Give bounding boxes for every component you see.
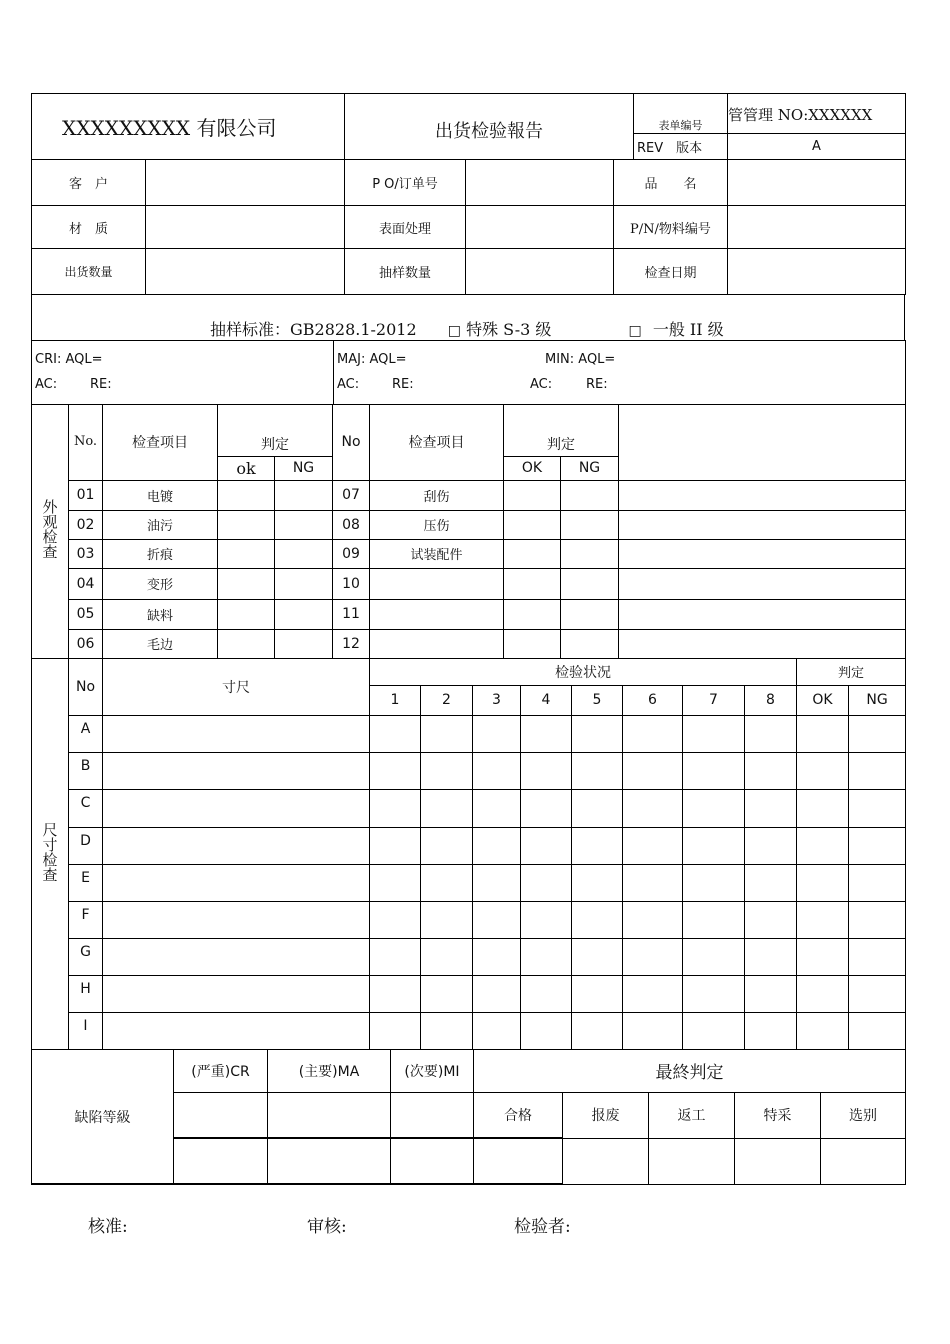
dim-cell[interactable] (572, 975, 623, 1012)
table-row (32, 901, 906, 938)
dim-cell[interactable] (683, 715, 745, 752)
dim-cell[interactable] (521, 827, 572, 864)
app-row-item: 油污 (103, 510, 218, 539)
dim-cell[interactable] (745, 715, 797, 752)
cr-count-field[interactable] (174, 1092, 268, 1138)
dim-cell[interactable] (421, 827, 473, 864)
dim-cell[interactable] (797, 975, 849, 1012)
app-row-item: 电镀 (103, 480, 218, 510)
dim-cell[interactable] (849, 938, 906, 975)
cr-extra-field[interactable] (174, 1138, 268, 1184)
dim-row-label: E (69, 864, 103, 901)
dim-cell[interactable] (370, 901, 421, 938)
dim-row-label: H (69, 975, 103, 1012)
dim-cell[interactable] (521, 901, 572, 938)
dim-cell[interactable] (849, 752, 906, 789)
dim-row-size-field[interactable] (103, 827, 370, 864)
product-label: 品 名 (614, 160, 728, 206)
pass-extra-field[interactable] (474, 1138, 563, 1184)
app-no-header-left: No. (69, 404, 103, 480)
sample-qty-label: 抽样数量 (345, 249, 466, 295)
dim-cell[interactable] (473, 901, 521, 938)
dim-cell[interactable] (421, 715, 473, 752)
dim-cell[interactable] (623, 864, 683, 901)
dim-cell[interactable] (797, 752, 849, 789)
dim-row-size-field[interactable] (103, 715, 370, 752)
table-row (32, 975, 906, 1012)
dim-cell[interactable] (849, 827, 906, 864)
dim-cell[interactable] (521, 938, 572, 975)
dim-cell[interactable] (421, 789, 473, 827)
defect-cr: (严重)CR (174, 1050, 268, 1092)
dim-cell[interactable] (370, 975, 421, 1012)
app-ng-left: NG (275, 456, 333, 480)
dim-cell[interactable] (849, 864, 906, 901)
dim-cell[interactable] (849, 789, 906, 827)
dim-row-size-field[interactable] (103, 789, 370, 827)
app-row-ok2[interactable] (504, 629, 561, 658)
inspect-date-field[interactable] (728, 249, 906, 295)
dim-row-size-field[interactable] (103, 864, 370, 901)
dim-cell[interactable] (745, 864, 797, 901)
dim-cell[interactable] (623, 1012, 683, 1049)
dim-cell[interactable] (370, 752, 421, 789)
app-row-item2 (370, 599, 504, 629)
table-row (32, 510, 906, 539)
dim-size-header: 寸尺 (103, 659, 370, 715)
app-row-ok[interactable] (218, 629, 275, 658)
dim-cell[interactable] (745, 827, 797, 864)
app-row-ng2[interactable] (561, 568, 619, 599)
pn-field[interactable] (728, 206, 906, 249)
dim-col-3: 3 (473, 685, 521, 715)
dim-cell[interactable] (370, 789, 421, 827)
dim-col-2: 2 (421, 685, 473, 715)
dim-row-size-field[interactable] (103, 1012, 370, 1049)
ship-qty-label: 出货数量 (32, 249, 146, 295)
result-pass[interactable]: 合格 (474, 1092, 563, 1138)
app-row-item: 变形 (103, 568, 218, 599)
inspector-label: 检验者: (514, 1217, 571, 1237)
dim-row-label: B (69, 752, 103, 789)
dimension-section (32, 659, 69, 1049)
report-title: 出货检验報告 (345, 94, 634, 160)
dim-cell[interactable] (521, 1012, 572, 1049)
app-row-ng2[interactable] (561, 510, 619, 539)
defect-mi: (次要)MI (391, 1050, 474, 1092)
app-row-ok[interactable] (218, 568, 275, 599)
app-judge-header-right: 判定 (504, 404, 619, 456)
dim-cell[interactable] (683, 864, 745, 901)
table-row (32, 715, 906, 752)
dim-cell[interactable] (572, 752, 623, 789)
dim-cell[interactable] (683, 901, 745, 938)
table-row (32, 480, 906, 510)
approve-label: 核准: (88, 1217, 128, 1237)
app-row-item2: 压伤 (370, 510, 504, 539)
mi-count-field[interactable] (391, 1092, 474, 1138)
pn-label: P/N/物料编号 (614, 206, 728, 249)
dim-cell[interactable] (473, 864, 521, 901)
table-row (32, 789, 906, 827)
dim-cell[interactable] (797, 1012, 849, 1049)
defect-label: 缺陷等級 (32, 1050, 174, 1184)
dim-cell[interactable] (745, 1012, 797, 1049)
appearance-section (32, 404, 69, 658)
info-table (31, 159, 906, 295)
dim-cell[interactable] (623, 938, 683, 975)
min-aql: MIN: AQL= (545, 352, 616, 367)
app-row-ok2[interactable] (504, 539, 561, 568)
surface-field[interactable] (466, 206, 614, 249)
dim-cell[interactable] (745, 789, 797, 827)
dim-cell[interactable] (421, 938, 473, 975)
min-re: RE: (586, 377, 608, 392)
dim-row-label: G (69, 938, 103, 975)
app-item-header-right: 检查项目 (370, 404, 504, 480)
dim-cell[interactable] (572, 789, 623, 827)
appearance-table (31, 404, 906, 659)
dim-cell[interactable] (683, 752, 745, 789)
cri-ac: AC: (35, 377, 58, 392)
dimension-table (31, 659, 906, 1050)
company-name: XXXXXXXXX 有限公司 (32, 94, 345, 160)
app-row-ng[interactable] (275, 599, 333, 629)
aql-box (31, 340, 906, 405)
special-extra-field[interactable] (735, 1138, 821, 1184)
dim-col-7: 7 (683, 685, 745, 715)
dim-cell[interactable] (473, 752, 521, 789)
dim-cell[interactable] (572, 938, 623, 975)
dim-cell[interactable] (473, 789, 521, 827)
app-row-no2: 12 (333, 629, 370, 658)
dim-cell[interactable] (623, 975, 683, 1012)
app-judge-header-left: 判定 (218, 404, 333, 456)
dim-cell[interactable] (849, 715, 906, 752)
dim-cell[interactable] (421, 901, 473, 938)
dim-col-6: 6 (623, 685, 683, 715)
sort-extra-field[interactable] (821, 1138, 906, 1184)
app-row-no: 04 (69, 568, 103, 599)
dim-cell[interactable] (797, 789, 849, 827)
special-checkbox[interactable]: □ (447, 323, 461, 339)
app-row-ok[interactable] (218, 480, 275, 510)
dim-cell[interactable] (521, 715, 572, 752)
app-row-ng2[interactable] (561, 629, 619, 658)
dim-cell[interactable] (473, 938, 521, 975)
dim-cell[interactable] (683, 827, 745, 864)
ma-extra-field[interactable] (268, 1138, 391, 1184)
table-row (32, 568, 906, 599)
dim-judge-header: 判定 (797, 659, 906, 685)
app-ok-left: ok (218, 456, 275, 480)
dim-cell[interactable] (683, 938, 745, 975)
result-sort[interactable]: 选别 (821, 1092, 906, 1138)
customer-label: 客 户 (32, 160, 146, 206)
surface-label: 表面处理 (345, 206, 466, 249)
table-row (32, 629, 906, 658)
final-judgement: 最終判定 (474, 1050, 906, 1092)
app-row-no2: 11 (333, 599, 370, 629)
dim-row-label: C (69, 789, 103, 827)
dim-no-header: No (69, 659, 103, 715)
app-ok-right: OK (504, 456, 561, 480)
appearance-section-label: 外观检查 (40, 498, 59, 559)
rev-value: A (728, 134, 906, 160)
dim-cell[interactable] (849, 1012, 906, 1049)
dim-cell[interactable] (421, 752, 473, 789)
dim-cell[interactable] (797, 938, 849, 975)
dim-cell[interactable] (572, 827, 623, 864)
result-rework[interactable]: 返工 (649, 1092, 735, 1138)
dim-cell[interactable] (797, 715, 849, 752)
dim-cell[interactable] (473, 975, 521, 1012)
table-row (32, 864, 906, 901)
dim-row-label: I (69, 1012, 103, 1049)
app-row-item: 毛边 (103, 629, 218, 658)
app-row-no2: 10 (333, 568, 370, 599)
dim-cell[interactable] (623, 752, 683, 789)
table-row (32, 752, 906, 789)
app-row-ok2[interactable] (504, 599, 561, 629)
form-no-label: 表单编号 (634, 94, 728, 134)
app-row-no: 02 (69, 510, 103, 539)
app-row-no2: 07 (333, 480, 370, 510)
app-row-ok2[interactable] (504, 568, 561, 599)
app-row-ng[interactable] (275, 629, 333, 658)
app-row-ng[interactable] (275, 510, 333, 539)
app-row-ng[interactable] (275, 480, 333, 510)
app-row-ng2[interactable] (561, 599, 619, 629)
app-row-ng2[interactable] (561, 480, 619, 510)
mgmt-no: 管管理 NO:XXXXXX (728, 94, 906, 134)
dim-cell[interactable] (745, 752, 797, 789)
app-row-no: 03 (69, 539, 103, 568)
app-item-header-left: 检查项目 (103, 404, 218, 480)
dim-cell[interactable] (421, 864, 473, 901)
dim-cell[interactable] (683, 1012, 745, 1049)
app-row-no2: 08 (333, 510, 370, 539)
app-row-no: 06 (69, 629, 103, 658)
app-row-item: 折痕 (103, 539, 218, 568)
dim-cell[interactable] (797, 901, 849, 938)
dim-cell[interactable] (849, 901, 906, 938)
ma-count-field[interactable] (268, 1092, 391, 1138)
app-row-ok[interactable] (218, 599, 275, 629)
table-row (32, 539, 906, 568)
dim-cell[interactable] (797, 827, 849, 864)
cri-re: RE: (90, 377, 112, 392)
dim-cell[interactable] (683, 789, 745, 827)
rev-label: REV 版本 (634, 134, 728, 160)
min-ac: AC: (530, 377, 553, 392)
app-row-no2: 09 (333, 539, 370, 568)
dim-cell[interactable] (745, 938, 797, 975)
dim-cell[interactable] (473, 1012, 521, 1049)
dim-col-5: 5 (572, 685, 623, 715)
dim-col-1: 1 (370, 685, 421, 715)
app-no-header-right: No (333, 404, 370, 480)
table-row (32, 938, 906, 975)
dim-cell[interactable] (572, 715, 623, 752)
scrap-extra-field[interactable] (563, 1138, 649, 1184)
app-row-ok2[interactable] (504, 510, 561, 539)
app-row-item2 (370, 629, 504, 658)
maj-aql: MAJ: AQL= (337, 352, 407, 367)
result-scrap[interactable]: 报废 (563, 1092, 649, 1138)
app-row-ok[interactable] (218, 539, 275, 568)
app-row-no: 01 (69, 480, 103, 510)
dim-cell[interactable] (623, 827, 683, 864)
cri-aql: CRI: AQL= (35, 352, 103, 367)
inspect-date-label: 检查日期 (614, 249, 728, 295)
dim-cell[interactable] (623, 789, 683, 827)
material-label: 材 质 (32, 206, 146, 249)
dim-cell[interactable] (421, 1012, 473, 1049)
rework-extra-field[interactable] (649, 1138, 735, 1184)
sampling-table (31, 294, 905, 341)
dimension-section-label: 尺寸检查 (40, 821, 59, 882)
product-field[interactable] (728, 160, 906, 206)
app-row-item2: 试装配件 (370, 539, 504, 568)
sampling-standard: 抽样标准：GB2828.1-2012 (210, 320, 417, 339)
po-field[interactable] (466, 160, 614, 206)
dim-cell[interactable] (521, 752, 572, 789)
dim-cell[interactable] (521, 975, 572, 1012)
app-row-ok2[interactable] (504, 480, 561, 510)
dim-cell[interactable] (473, 715, 521, 752)
defect-table (31, 1050, 906, 1185)
table-row (32, 1012, 906, 1049)
mi-extra-field[interactable] (391, 1138, 474, 1184)
general-level: 一般 II 级 (652, 320, 724, 339)
dim-cell[interactable] (572, 864, 623, 901)
dim-ok-header: OK (797, 685, 849, 715)
app-row-item: 缺料 (103, 599, 218, 629)
dim-cell[interactable] (521, 789, 572, 827)
maj-re: RE: (392, 377, 414, 392)
po-label: P O/订单号 (345, 160, 466, 206)
dim-row-label: F (69, 901, 103, 938)
dim-cell[interactable] (745, 901, 797, 938)
dim-row-size-field[interactable] (103, 938, 370, 975)
dim-cell[interactable] (623, 715, 683, 752)
result-special[interactable]: 特采 (735, 1092, 821, 1138)
dim-row-size-field[interactable] (103, 752, 370, 789)
dim-col-8: 8 (745, 685, 797, 715)
app-row-ok[interactable] (218, 510, 275, 539)
dim-cell[interactable] (370, 715, 421, 752)
customer-field[interactable] (146, 160, 345, 206)
table-row (32, 599, 906, 629)
app-row-item2 (370, 568, 504, 599)
dim-status-header: 检验状况 (370, 659, 797, 685)
dim-cell[interactable] (370, 827, 421, 864)
app-row-item2: 刮伤 (370, 480, 504, 510)
dim-cell[interactable] (370, 938, 421, 975)
app-row-ng[interactable] (275, 539, 333, 568)
header-table (31, 93, 906, 160)
dim-cell[interactable] (623, 901, 683, 938)
dim-cell[interactable] (683, 975, 745, 1012)
dim-cell[interactable] (849, 975, 906, 1012)
ship-qty-field[interactable] (146, 249, 345, 295)
dim-cell[interactable] (572, 901, 623, 938)
dim-cell[interactable] (370, 864, 421, 901)
dim-row-label: A (69, 715, 103, 752)
review-label: 审核: (307, 1217, 347, 1237)
dim-ng-header: NG (849, 685, 906, 715)
defect-ma: (主要)MA (268, 1050, 391, 1092)
dim-cell[interactable] (572, 1012, 623, 1049)
dim-cell[interactable] (370, 1012, 421, 1049)
table-row (32, 827, 906, 864)
dim-row-size-field[interactable] (103, 901, 370, 938)
dim-cell[interactable] (473, 827, 521, 864)
app-ng-right: NG (561, 456, 619, 480)
app-row-ng[interactable] (275, 568, 333, 599)
app-row-no: 05 (69, 599, 103, 629)
dim-cell[interactable] (745, 975, 797, 1012)
dim-cell[interactable] (521, 864, 572, 901)
dim-cell[interactable] (797, 864, 849, 901)
special-level: 特殊 S-3 级 (466, 320, 552, 339)
general-checkbox[interactable]: □ (628, 323, 642, 339)
sampling-row (32, 295, 905, 341)
dim-col-4: 4 (521, 685, 572, 715)
material-field[interactable] (146, 206, 345, 249)
dim-row-size-field[interactable] (103, 975, 370, 1012)
dim-cell[interactable] (421, 975, 473, 1012)
app-row-ng2[interactable] (561, 539, 619, 568)
maj-ac: AC: (337, 377, 360, 392)
dim-row-label: D (69, 827, 103, 864)
sample-qty-field[interactable] (466, 249, 614, 295)
